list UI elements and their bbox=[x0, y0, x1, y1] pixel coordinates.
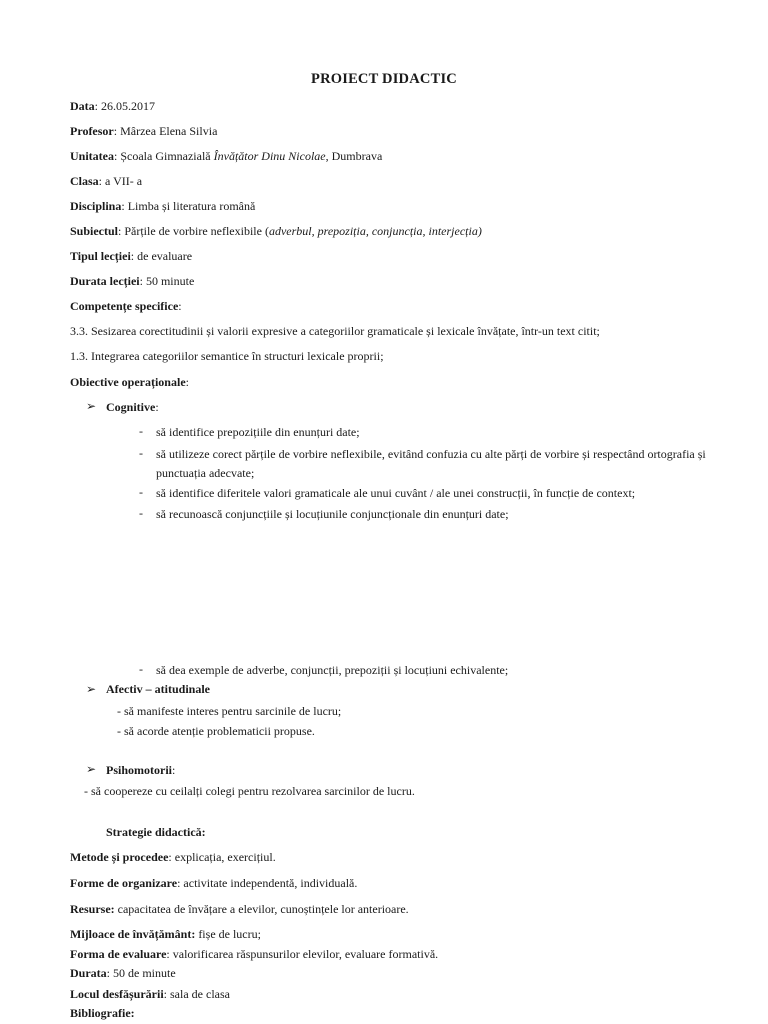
section-afectiv: Afectiv – atitudinale bbox=[106, 682, 210, 696]
section-cognitive bbox=[106, 399, 159, 415]
dash-bullet: - bbox=[139, 424, 143, 438]
arrow-bullet-icon: ➢ bbox=[86, 399, 97, 413]
field-label: Unitatea bbox=[70, 149, 114, 163]
field-label: Mijloace de învățământ: bbox=[70, 927, 196, 941]
field-value: : a VII- a bbox=[98, 174, 143, 188]
field-data bbox=[70, 98, 155, 114]
field-label: Subiectul bbox=[70, 224, 119, 238]
objective-item-continuation: punctuația adecvate; bbox=[156, 466, 255, 480]
field-label: Profesor bbox=[70, 124, 114, 138]
field-value: : Părțile de vorbire neflexibile ( bbox=[118, 224, 269, 238]
field-profesor bbox=[70, 123, 217, 139]
arrow-bullet-icon: ➢ bbox=[86, 682, 97, 696]
field-label: Tipul lecției bbox=[70, 249, 131, 263]
field-value: : bbox=[185, 375, 189, 389]
arrow-bullet-icon: ➢ bbox=[86, 762, 97, 776]
field-label: Locul desfășurării bbox=[70, 987, 164, 1001]
field-disciplina bbox=[70, 198, 255, 214]
field-label: Bibliografie: bbox=[70, 1006, 135, 1020]
field-label: Metode și procedee bbox=[70, 850, 169, 864]
field-locul bbox=[70, 986, 230, 1002]
competenta-item: 1.3. Integrarea categoriilor semantice în structuri lexicale proprii; bbox=[70, 349, 384, 363]
field-value: : valorificarea răspunsurilor elevilor, evaluare formativă. bbox=[166, 947, 439, 961]
field-value: : bbox=[178, 299, 182, 313]
field-label: Obiective operaționale bbox=[70, 375, 186, 389]
objective-item: să recunoască conjuncțiile și locuțiunile conjuncționale din enunțuri date; bbox=[156, 507, 509, 521]
field-metode bbox=[70, 849, 276, 865]
dash-bullet: - bbox=[139, 506, 143, 520]
field-unitatea bbox=[70, 148, 382, 164]
field-value: capacitatea de învățare a elevilor, cunoștințele lor anterioare. bbox=[114, 902, 409, 916]
section-label: Psihomotorii bbox=[106, 763, 172, 777]
field-competente bbox=[70, 298, 182, 314]
section-label: Cognitive bbox=[106, 400, 156, 414]
page-title: PROIECT DIDACTIC bbox=[311, 71, 457, 87]
objective-item: - să coopereze cu ceilalți colegi pentru rezolvarea sarcinilor de lucru. bbox=[84, 784, 415, 798]
field-label: Forme de organizare bbox=[70, 876, 178, 890]
field-label: Durata bbox=[70, 966, 107, 980]
field-value-italic: Învățător Dinu Nicolae bbox=[213, 149, 326, 163]
section-psihomotorii bbox=[106, 762, 175, 778]
field-forma-evaluare bbox=[70, 946, 438, 962]
field-durata-lectiei bbox=[70, 273, 194, 289]
field-value-italic: adverbul, prepoziția, conjuncția, interjecția) bbox=[268, 224, 482, 238]
objective-item: să dea exemple de adverbe, conjuncții, prepoziții și locuțiuni echivalente; bbox=[156, 663, 509, 677]
objective-item: - să acorde atenție problematicii propuse. bbox=[117, 724, 315, 738]
field-value: : explicația, exercițiul. bbox=[168, 850, 276, 864]
objective-item: să identifice diferitele valori gramaticale ale unui cuvânt / ale unei construcții, în funcție de context; bbox=[156, 486, 636, 500]
field-mijloace bbox=[70, 926, 261, 942]
field-clasa bbox=[70, 173, 142, 189]
field-value: : Limba și literatura română bbox=[121, 199, 256, 213]
field-label: Clasa bbox=[70, 174, 99, 188]
objective-item: - să manifeste interes pentru sarcinile de lucru; bbox=[117, 704, 342, 718]
field-subiectul bbox=[70, 223, 482, 239]
competenta-item: 3.3. Sesizarea corectitudinii și valorii expresive a categoriilor gramaticale și lexicale învățate, într-un text citit; bbox=[70, 324, 600, 338]
dash-bullet: - bbox=[139, 446, 143, 460]
field-tipul bbox=[70, 248, 192, 264]
field-label: Competențe specifice bbox=[70, 299, 179, 313]
field-forme-organizare bbox=[70, 875, 357, 891]
dash-bullet: - bbox=[139, 485, 143, 499]
field-label: Disciplina bbox=[70, 199, 122, 213]
field-durata bbox=[70, 965, 176, 981]
field-value: : 26.05.2017 bbox=[94, 99, 156, 113]
field-label: Forma de evaluare bbox=[70, 947, 167, 961]
section-colon: : bbox=[155, 400, 159, 414]
field-resurse bbox=[70, 901, 409, 917]
objective-item: să identifice prepozițiile din enunțuri date; bbox=[156, 425, 360, 439]
field-value: : sala de clasa bbox=[163, 987, 230, 1001]
field-obiective bbox=[70, 374, 189, 390]
field-value: , Dumbrava bbox=[325, 149, 383, 163]
field-value: : Școala Gimnazială bbox=[114, 149, 214, 163]
dash-bullet: - bbox=[139, 662, 143, 676]
field-label: Data bbox=[70, 99, 95, 113]
field-bibliografie bbox=[70, 1005, 135, 1021]
field-label: Resurse: bbox=[70, 902, 115, 916]
section-strategie: Strategie didactică: bbox=[106, 825, 206, 839]
objective-item: să utilizeze corect părțile de vorbire neflexibile, evitând confuzia cu alte părți de vorbire și respectând ortografia și bbox=[156, 447, 706, 461]
field-value: : Mârzea Elena Silvia bbox=[113, 124, 218, 138]
section-colon: : bbox=[172, 763, 176, 777]
field-value: : activitate independentă, individuală. bbox=[177, 876, 358, 890]
field-value: fișe de lucru; bbox=[195, 927, 261, 941]
field-label: Durata lecției bbox=[70, 274, 140, 288]
field-value: : 50 minute bbox=[139, 274, 195, 288]
field-value: : de evaluare bbox=[130, 249, 193, 263]
field-value: : 50 de minute bbox=[106, 966, 176, 980]
